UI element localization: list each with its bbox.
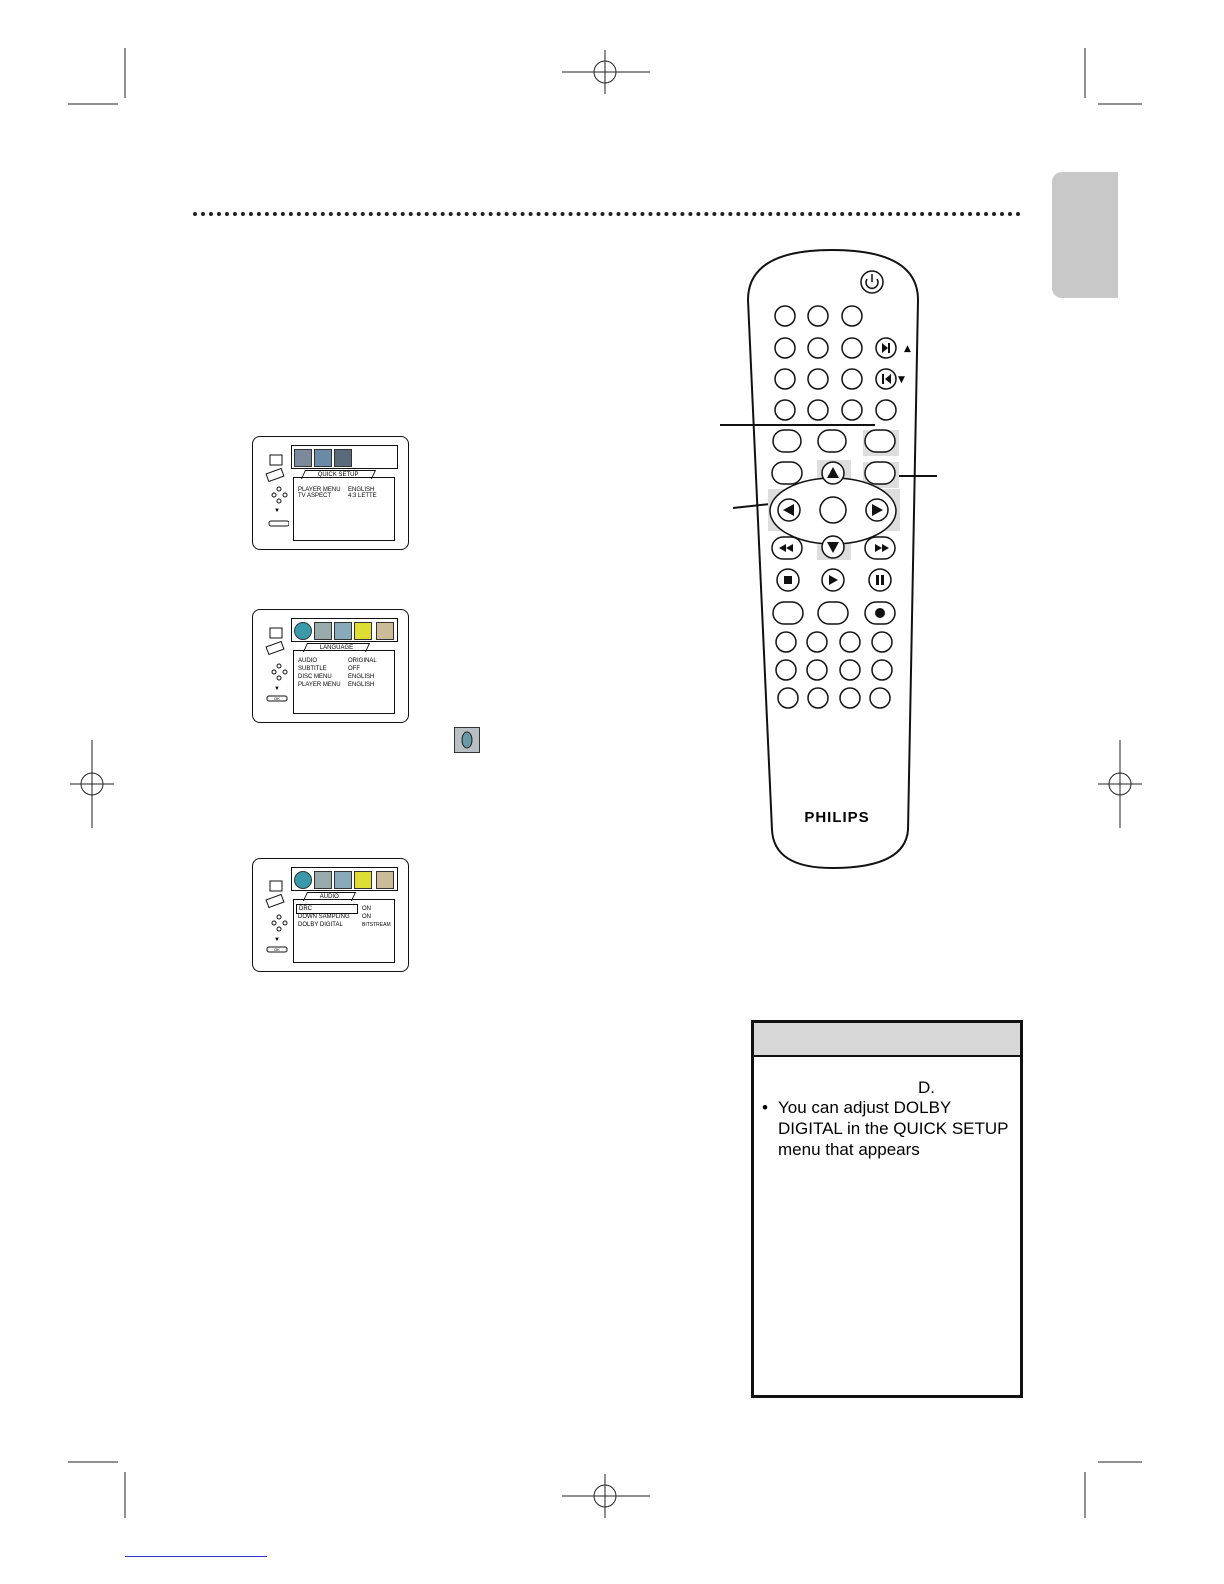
dotted-rule: [193, 212, 1021, 216]
note-box: [751, 1020, 1023, 1398]
menu-row[interactable]: PLAYER MENU ENGLISH: [298, 682, 375, 688]
menu-row[interactable]: DOWN SAMPLING ON: [298, 914, 371, 920]
svg-text:▼: ▼: [274, 686, 280, 692]
menu-row[interactable]: DOLBY DIGITAL BITSTREAM: [298, 922, 391, 928]
remote-keys-icon: [261, 445, 289, 541]
menu-row-selected[interactable]: DRC: [296, 904, 358, 914]
settings-icon: [376, 871, 394, 889]
audio-screen: [252, 858, 409, 972]
menu-row[interactable]: PLAYER MENU ENGLISH: [298, 487, 375, 493]
screen-tab-label: AUDIO: [303, 892, 356, 901]
brand-logo: PHILIPS: [804, 809, 870, 826]
audio-icon: [334, 622, 352, 640]
display-icon: [314, 622, 332, 640]
screen-icon-bar: [291, 867, 398, 891]
settings-icon: [376, 622, 394, 640]
svg-text:▼: ▼: [898, 375, 905, 385]
screen-side-panel: [261, 618, 289, 714]
screen-tab-label: LANGUAGE: [303, 643, 371, 652]
svg-text:▼: ▼: [274, 937, 280, 943]
note-bullet: • You can adjust DOLBY DIGITAL in the QUICK SETUP menu that appears: [778, 1097, 1012, 1160]
screen-menu-panel: [293, 650, 395, 714]
remote-control: [700, 240, 970, 880]
menu-row[interactable]: DISC MENU ENGLISH: [298, 674, 375, 680]
lock-icon: [354, 871, 372, 889]
section-tab: [1052, 172, 1118, 298]
remote-keys-icon: [261, 867, 289, 963]
menu-row[interactable]: AUDIO ORIGINAL: [298, 658, 377, 664]
menu-row[interactable]: TV ASPECT 4:3 LETTE: [298, 493, 377, 499]
quick-setup-screen: [252, 436, 409, 550]
note-header: [754, 1023, 1020, 1057]
svg-text:▼: ▼: [274, 508, 280, 514]
globe-icon: [294, 871, 312, 889]
svg-text:OK: OK: [274, 696, 280, 701]
screen-side-panel: [261, 445, 289, 541]
screen-menu-panel: [293, 899, 395, 963]
menu-row-value: ON: [362, 906, 371, 912]
footer-underline: [125, 1556, 267, 1557]
screen-side-panel: [261, 867, 289, 963]
note-line-d: D.: [918, 1078, 935, 1097]
svg-text:OK: OK: [274, 947, 280, 952]
display-icon: [314, 871, 332, 889]
display-icon: [294, 449, 312, 467]
audio-icon: [314, 449, 332, 467]
audio-icon: [334, 871, 352, 889]
lock-icon: [354, 622, 372, 640]
settings-icon: [334, 449, 352, 467]
audio-icon: [454, 727, 480, 753]
screen-icon-bar: [291, 445, 398, 469]
language-screen: [252, 609, 409, 723]
globe-icon: [294, 622, 312, 640]
screen-icon-bar: [291, 618, 398, 642]
svg-text:▲: ▲: [904, 344, 911, 354]
menu-row[interactable]: SUBTITLE OFF: [298, 666, 360, 672]
remote-keys-icon: [261, 618, 289, 714]
screen-menu-panel: [293, 477, 395, 541]
screen-tab-label: QUICK SETUP: [301, 470, 376, 479]
note-body: [754, 1057, 1020, 1160]
